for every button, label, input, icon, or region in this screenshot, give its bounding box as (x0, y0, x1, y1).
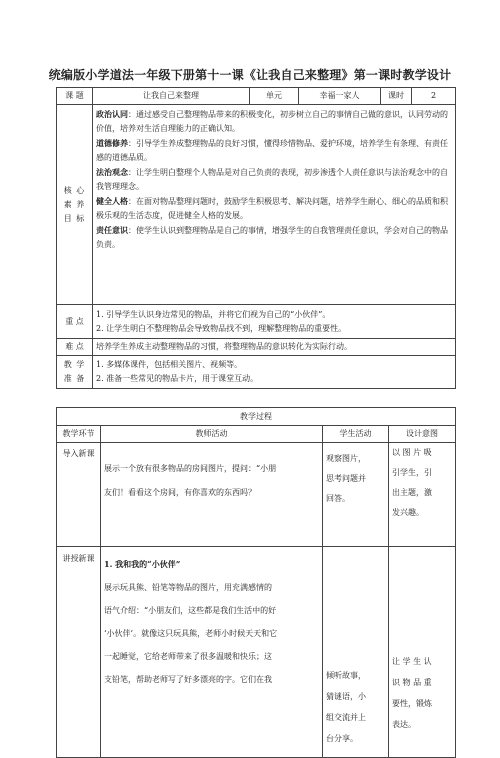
header-student: 学生活动 (323, 426, 389, 443)
header-teacher: 教师活动 (101, 426, 323, 443)
teacher-activity-new-lesson: 1. 我和我的“小伙伴” 展示玩具熊、铅笔等物品的图片，用充满感情的 语气介绍：“小朋友们，这些都是我们生活中的好 ‘小伙伴’。就像这只玩具熊，老师小时候天天和它 一起睡觉，它给老师带来了很多温暖和快乐；这 支铅笔，帮助老师写了好多漂亮的字。它们在我 (101, 547, 323, 758)
literacy-goals (93, 105, 456, 305)
prep-label: 教 学 准 备 (57, 356, 93, 389)
process-table (56, 407, 456, 758)
goal-law: 法治观念：让学生明白整理个人物品是对自己负责的表现，初步渗透个人责任意识与法治观念中的自我管理理念。 (96, 167, 448, 191)
literacy-label: 核 心 素 养 目 标 (57, 105, 93, 305)
process-title: 教学过程 (57, 408, 456, 426)
design-intent-new-lesson: 让 学 生 认 识 物 品 重 要性，锻炼 表达。 (389, 547, 456, 758)
goal-moral: 道德修养：引导学生养成整理物品的良好习惯，懂得珍惜物品、爱护环境，培养学生有条理、有责任感的道德品质。 (96, 138, 448, 162)
lesson-label: 课 题 (57, 88, 93, 105)
design-intent-intro: 以 图 片 吸 引学生，引 出主题，激 发兴趣。 (389, 443, 456, 547)
difficulty-label: 难 点 (57, 339, 93, 356)
lesson-info-table (56, 87, 456, 389)
unit-label: 单元 (250, 88, 299, 105)
prep-items: 1. 多媒体课件，包括相关图片、视频等。 2. 准备一些常见的物品卡片，用于课堂互动。 (93, 356, 456, 389)
student-activity-new-lesson: 倾听故事， 猜谜语，小 组交流并上 台分享。 (323, 547, 389, 758)
unit-value: 幸福一家人 (299, 88, 381, 105)
header-intent: 设计意图 (389, 426, 456, 443)
goal-political: 政治认同：通过感受自己整理物品带来的积极变化，初步树立自己的事情自己做的意识，认同劳动的价值，培养对生活自理能力的正确认知。 (96, 109, 448, 133)
lesson-value: 让我自己来整理 (93, 88, 250, 105)
header-stage: 教学环节 (57, 426, 101, 443)
stage-intro: 导入新课 (57, 443, 101, 547)
period-label: 课时 (381, 88, 412, 105)
section-heading: 1. 我和我的“小伙伴” (104, 559, 181, 569)
difficulty-text: 培养学生养成主动整理物品的习惯，将整理物品的意识转化为实际行动。 (93, 339, 456, 356)
teacher-activity-intro: 展示一个放有很多物品的房间图片，提问：“小朋 友们！看看这个房间，有你喜欢的东西吗？ (101, 443, 323, 547)
student-activity-intro: 观察图片， 思考问题并 回答。 (323, 443, 389, 547)
period-value: 2 (412, 88, 456, 105)
key-points: 1. 引导学生认识身边常见的物品，并将它们视为自己的“小伙伴”。 2. 让学生明白不整理物品会导致物品找不到，理解整理物品的重要性。 (93, 305, 456, 339)
key-points-label: 重 点 (57, 305, 93, 339)
goal-personality: 健全人格：在面对物品整理问题时，鼓励学生积极思考、解决问题，培养学生耐心、细心的品质和积极乐观的生活态度，促进健全人格的发展。 (96, 196, 448, 220)
document-title: 统编版小学道法一年级下册第十一课《让我自己来整理》第一课时教学设计 (48, 68, 452, 82)
stage-new-lesson: 讲授新课 (57, 547, 101, 758)
goal-responsibility: 责任意识：使学生认识到整理物品是自己的事情，增强学生的自我管理责任意识，学会对自己的物品负责。 (96, 225, 448, 249)
